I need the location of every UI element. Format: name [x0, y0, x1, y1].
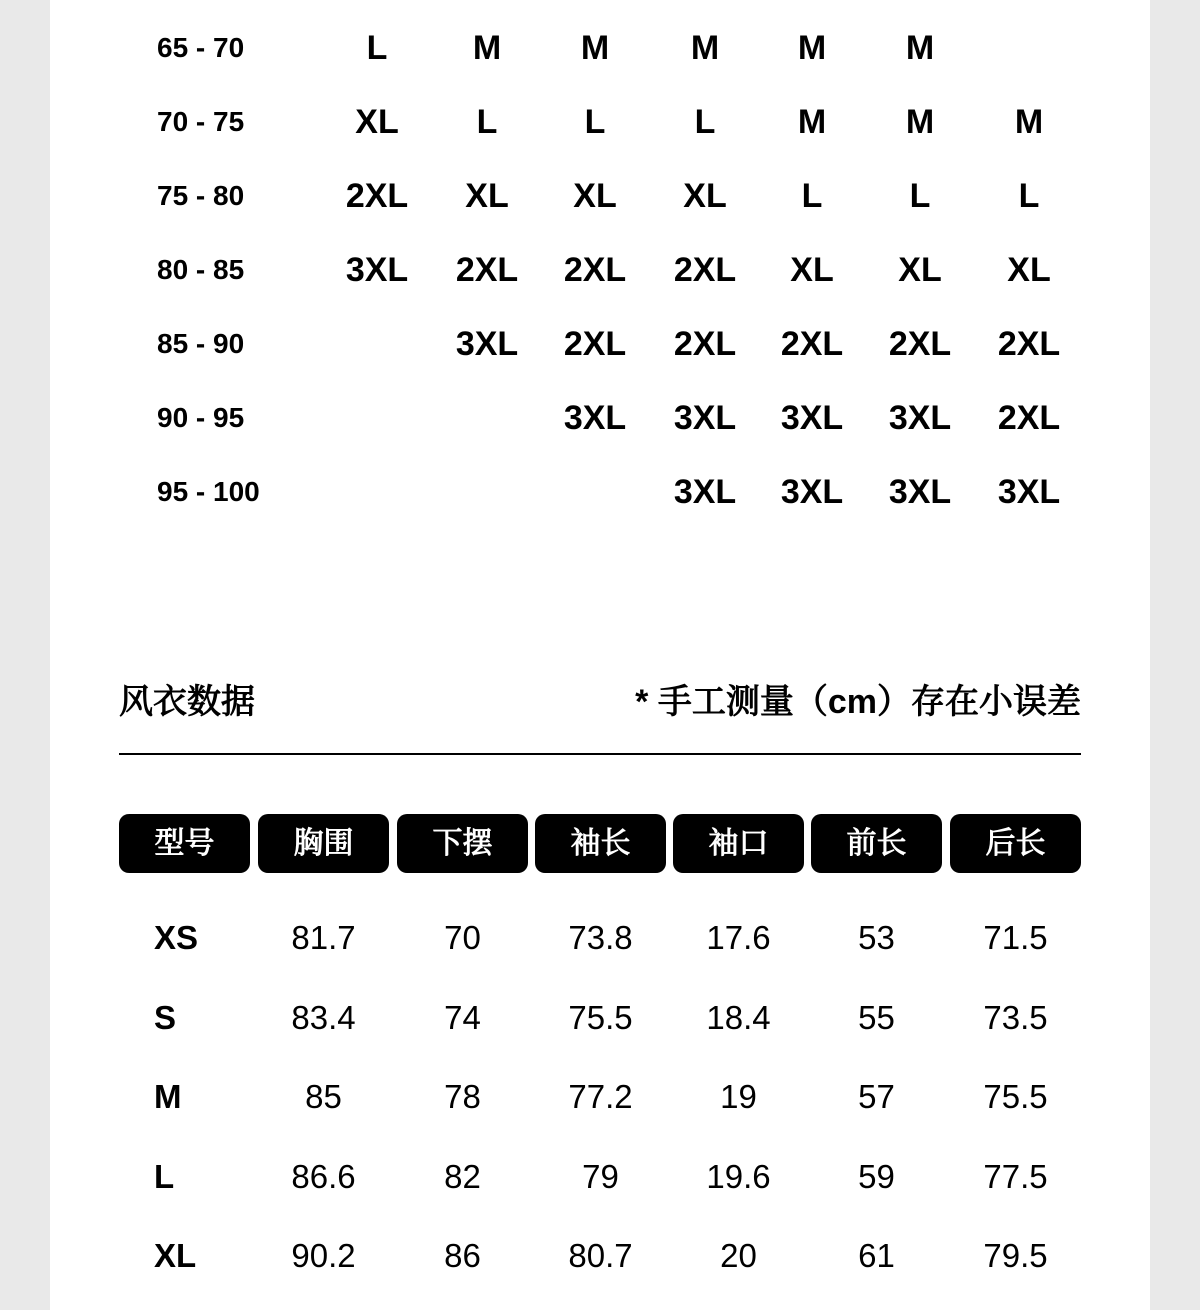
- header-back-length: 后长: [950, 814, 1081, 873]
- size-cell: M: [690, 29, 720, 67]
- size-cell: L: [476, 103, 498, 141]
- size-cell: XL: [573, 177, 617, 215]
- size-cell: 3XL: [780, 473, 844, 511]
- table-cell: 61: [858, 1237, 895, 1274]
- size-cell: L: [801, 177, 823, 215]
- recommendation-row: [50, 250, 1150, 290]
- table-cell: 77.2: [568, 1078, 633, 1115]
- size-label: XS: [154, 919, 199, 956]
- size-label: M: [154, 1078, 182, 1115]
- table-cell: 75.5: [983, 1078, 1048, 1115]
- table-cell: 73.5: [983, 999, 1048, 1036]
- header-size: 型号: [119, 814, 250, 873]
- size-label: XL: [154, 1237, 197, 1274]
- weight-range: 90 - 95: [157, 402, 245, 433]
- table-cell: 79: [582, 1158, 619, 1195]
- size-cell: 2XL: [888, 325, 952, 363]
- section-title: 风衣数据: [119, 683, 255, 721]
- size-cell: 2XL: [455, 251, 519, 289]
- size-cell: 2XL: [563, 251, 627, 289]
- table-cell: 19.6: [706, 1158, 771, 1195]
- size-cell: XL: [355, 103, 399, 141]
- weight-range: 65 - 70: [157, 32, 245, 63]
- size-cell: 3XL: [888, 399, 952, 437]
- table-cell: 86.6: [291, 1158, 356, 1195]
- size-cell: M: [905, 103, 935, 141]
- size-label: L: [154, 1158, 175, 1195]
- size-cell: 2XL: [673, 325, 737, 363]
- size-cell: 3XL: [997, 473, 1061, 511]
- size-cell: M: [797, 29, 827, 67]
- table-cell: 78: [444, 1078, 481, 1115]
- size-cell: 3XL: [673, 473, 737, 511]
- size-cell: L: [909, 177, 931, 215]
- size-cell: M: [797, 103, 827, 141]
- size-cell: 2XL: [673, 251, 737, 289]
- header-front-length: 前长: [811, 814, 942, 873]
- size-label: S: [154, 999, 177, 1036]
- measurement-note: * 手工测量（cm）存在小误差: [635, 683, 1081, 721]
- size-cell: M: [905, 29, 935, 67]
- size-cell: 2XL: [345, 177, 409, 215]
- recommendation-row: [50, 176, 1150, 216]
- section-divider: [119, 753, 1081, 755]
- size-cell: XL: [1007, 251, 1051, 289]
- table-cell: 81.7: [291, 919, 356, 956]
- table-cell: 20: [720, 1237, 757, 1274]
- header-chest: 胸围: [258, 814, 389, 873]
- table-cell: 55: [858, 999, 895, 1036]
- header-sleeve: 袖长: [535, 814, 666, 873]
- size-cell: 2XL: [997, 399, 1061, 437]
- table-cell: 80.7: [568, 1237, 633, 1274]
- weight-range: 80 - 85: [157, 254, 245, 285]
- size-cell: 3XL: [888, 473, 952, 511]
- size-cell: L: [366, 29, 388, 67]
- size-cell: M: [580, 29, 610, 67]
- table-cell: 82: [444, 1158, 481, 1195]
- table-cell: 57: [858, 1078, 895, 1115]
- header-cuff: 袖口: [673, 814, 804, 873]
- table-cell: 18.4: [706, 999, 771, 1036]
- recommendation-row: [50, 102, 1150, 142]
- table-cell: 53: [858, 919, 895, 956]
- header-hem: 下摆: [397, 814, 528, 873]
- size-cell: XL: [898, 251, 942, 289]
- weight-range: 70 - 75: [157, 106, 245, 137]
- size-cell: 2XL: [997, 325, 1061, 363]
- size-cell: 2XL: [563, 325, 627, 363]
- table-cell: 19: [720, 1078, 757, 1115]
- size-chart-page: [50, 0, 1150, 1310]
- recommendation-row: [50, 28, 1150, 68]
- size-cell: M: [472, 29, 502, 67]
- weight-range: 75 - 80: [157, 180, 245, 211]
- table-cell: 59: [858, 1158, 895, 1195]
- table-cell: 73.8: [568, 919, 633, 956]
- recommendation-row: [50, 324, 1150, 364]
- recommendation-row: [50, 472, 1150, 512]
- table-row: [50, 1231, 1150, 1281]
- table-cell: 86: [444, 1237, 481, 1274]
- size-cell: 3XL: [563, 399, 627, 437]
- table-cell: 79.5: [983, 1237, 1048, 1274]
- table-cell: 71.5: [983, 919, 1048, 956]
- table-row: [50, 1072, 1150, 1122]
- size-cell: 2XL: [780, 325, 844, 363]
- size-cell: 3XL: [780, 399, 844, 437]
- size-cell: 3XL: [455, 325, 519, 363]
- size-cell: L: [1018, 177, 1040, 215]
- table-row: [50, 1152, 1150, 1202]
- recommendation-row: [50, 398, 1150, 438]
- table-row: [50, 913, 1150, 963]
- table-cell: 77.5: [983, 1158, 1048, 1195]
- table-cell: 75.5: [568, 999, 633, 1036]
- size-cell: 3XL: [673, 399, 737, 437]
- table-cell: 17.6: [706, 919, 771, 956]
- size-cell: XL: [683, 177, 727, 215]
- size-cell: L: [694, 103, 716, 141]
- size-cell: XL: [465, 177, 509, 215]
- size-cell: XL: [790, 251, 834, 289]
- size-cell: 3XL: [345, 251, 409, 289]
- table-cell: 70: [444, 919, 481, 956]
- table-cell: 74: [444, 999, 481, 1036]
- table-cell: 90.2: [291, 1237, 356, 1274]
- weight-range: 95 - 100: [157, 476, 260, 507]
- size-cell: L: [584, 103, 606, 141]
- table-cell: 85: [305, 1078, 342, 1115]
- table-row: [50, 993, 1150, 1043]
- table-cell: 83.4: [291, 999, 356, 1036]
- weight-range: 85 - 90: [157, 328, 245, 359]
- size-cell: M: [1014, 103, 1044, 141]
